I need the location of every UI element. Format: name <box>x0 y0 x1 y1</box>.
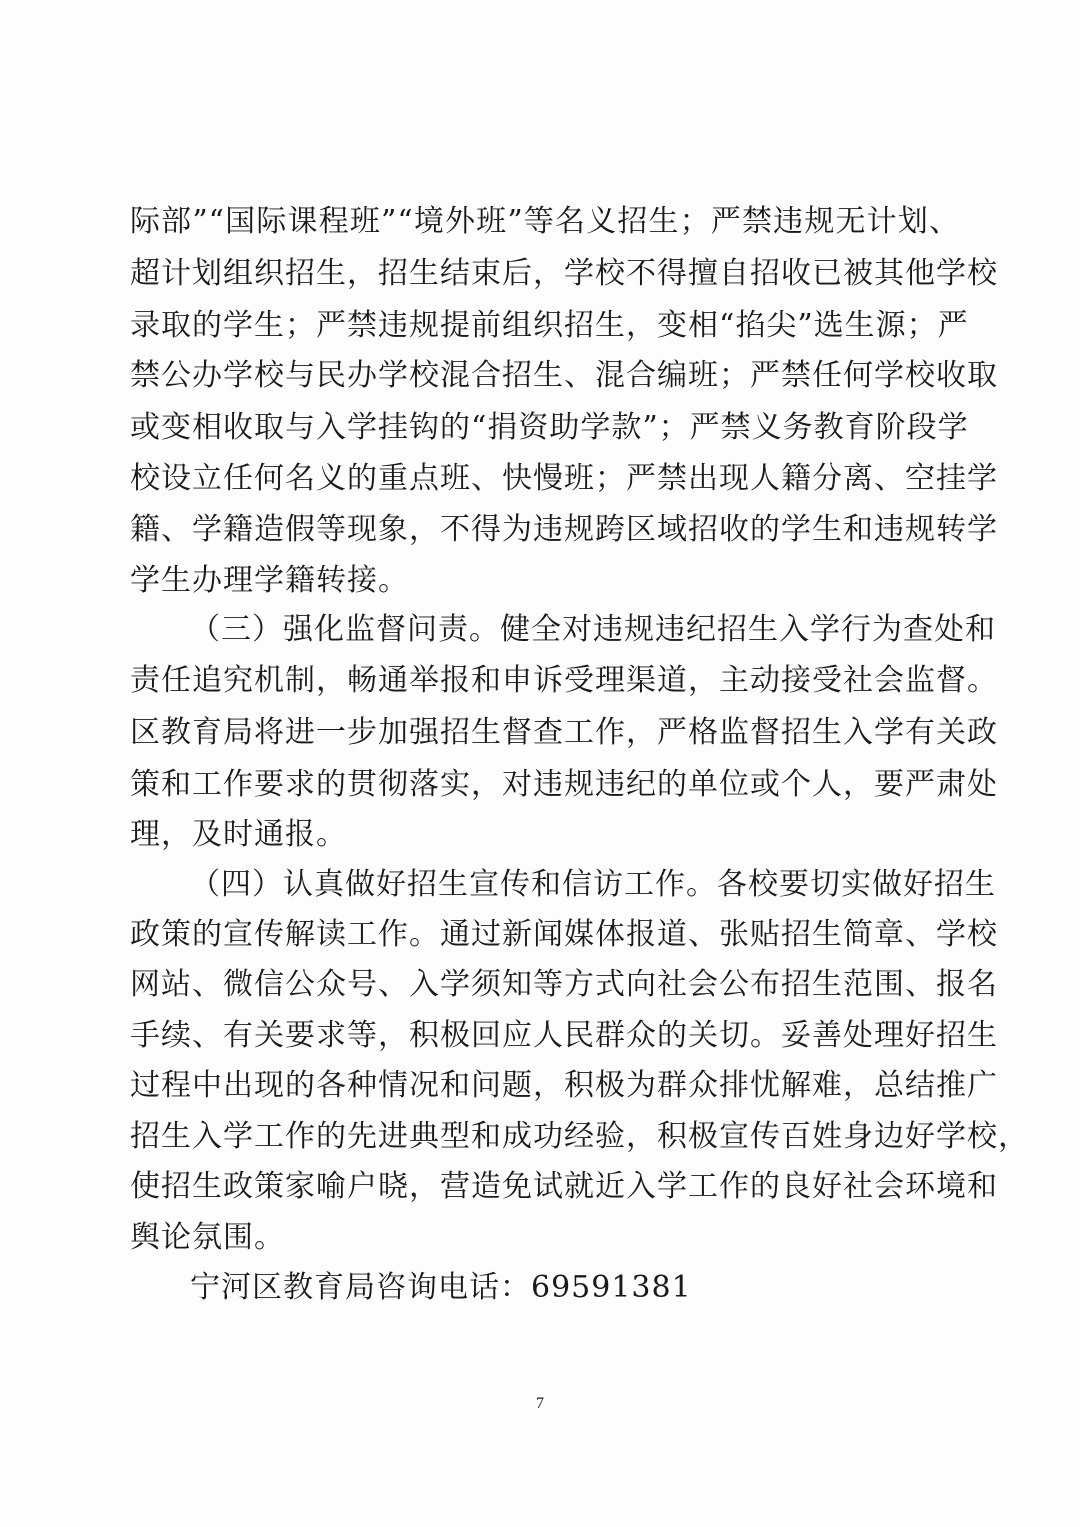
paragraph-line: 学生办理学籍转接。 <box>130 563 409 598</box>
paragraph-line: 过程中出现的各种情况和问题，积极为群众排忧解难，总结推广 <box>130 1068 998 1103</box>
paragraph-line: 区教育局将进一步加强招生督查工作，严格监督招生入学有关政 <box>130 715 998 750</box>
contact-label: 宁河区教育局咨询电话： <box>190 1270 531 1305</box>
section-heading-line: （四）认真做好招生宣传和信访工作。各校要切实做好招生 <box>190 867 996 902</box>
paragraph-line: 校设立任何名义的重点班、快慢班；严禁出现人籍分离、空挂学 <box>130 461 998 496</box>
paragraph-line: 或变相收取与入学挂钩的“捐资助学款”；严禁义务教育阶段学 <box>130 410 969 445</box>
paragraph-line: 际部”“国际课程班”“境外班”等名义招生；严禁违规无计划、 <box>130 204 960 239</box>
paragraph-line: 籍、学籍造假等现象，不得为违规跨区域招收的学生和违规转学 <box>130 512 998 547</box>
paragraph-line: 理，及时通报。 <box>130 817 347 852</box>
paragraph-line: 使招生政策家喻户晓，营造免试就近入学工作的良好社会环境和 <box>130 1169 998 1204</box>
page-number: 7 <box>536 1395 544 1412</box>
paragraph-line: 超计划组织招生，招生结束后，学校不得擅自招收已被其他学校 <box>130 256 998 291</box>
paragraph-line: 策和工作要求的贯彻落实，对违规违纪的单位或个人，要严肃处 <box>130 767 998 802</box>
paragraph-line: 政策的宣传解读工作。通过新闻媒体报道、张贴招生简章、学校 <box>130 917 998 952</box>
paragraph-line: 责任追究机制，畅通举报和申诉受理渠道，主动接受社会监督。 <box>130 663 998 698</box>
contact-phone: 69591381 <box>531 1270 692 1305</box>
paragraph-line: 招生入学工作的先进典型和成功经验，积极宣传百姓身边好学校， <box>130 1119 1029 1154</box>
paragraph-line: 录取的学生；严禁违规提前组织招生，变相“掐尖”选生源；严 <box>130 308 969 343</box>
section-heading-line: （三）强化监督问责。健全对违规违纪招生入学行为查处和 <box>190 612 996 647</box>
contact-line <box>190 1262 692 1314</box>
paragraph-line: 舆论氛围。 <box>130 1220 285 1255</box>
paragraph-line: 禁公办学校与民办学校混合招生、混合编班；严禁任何学校收取 <box>130 358 998 393</box>
paragraph-line: 手续、有关要求等，积极回应人民群众的关切。妥善处理好招生 <box>130 1018 998 1053</box>
paragraph-line: 网站、微信公众号、入学须知等方式向社会公布招生范围、报名 <box>130 967 998 1002</box>
